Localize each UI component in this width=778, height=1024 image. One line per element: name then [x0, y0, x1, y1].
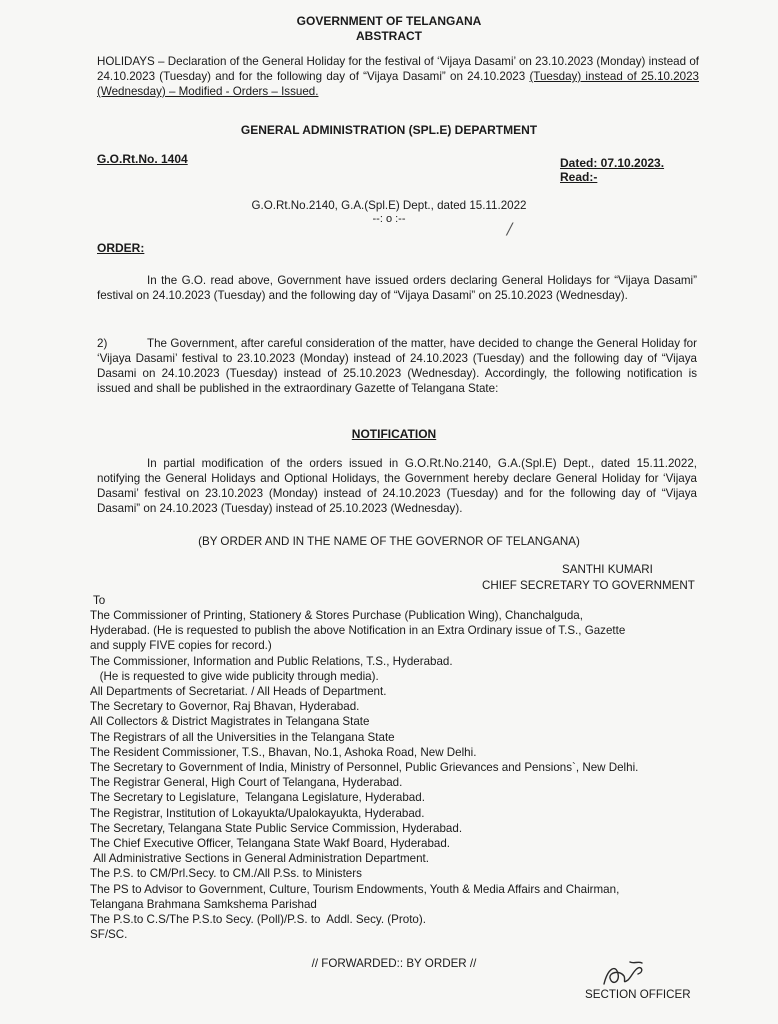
- distribution-item: The Resident Commissioner, T.S., Bhavan, No.1, Ashoka Road, New Delhi.: [90, 745, 477, 759]
- distribution-item: The Secretary to Government of India, Ministry of Personnel, Public Grievances and Pensions`, New Delhi.: [90, 761, 639, 775]
- distribution-item: The Registrar General, High Court of Telangana, Hyderabad.: [90, 776, 403, 790]
- order-paragraph-1: In the G.O. read above, Government have issued orders declaring General Holidays for “Vijaya Dasami” festival on 24.10.2023 (Tuesday) and the following day of “Vijaya Dasami” on 25.10.2023 (Wednesday).: [97, 274, 697, 302]
- notification-heading: NOTIFICATION: [351, 427, 437, 441]
- government-title: GOVERNMENT OF TELANGANA: [296, 14, 482, 28]
- order-paragraph-2-text: The Government, after careful consideration of the matter, have decided to change the General Holiday for ‘Vijaya Dasami’ festival to 23.10.2023 (Monday) instead of 24.10.2023 (Tuesday) and the following day of “Vijaya Dasami on 24.10.2023 (Tuesday) instead of 25.10.2023 (Wednesday). Accordingly, the following notification is issued and shall be published in the extraordinary Gazette of Telangana State:: [97, 337, 697, 395]
- abstract-heading: ABSTRACT: [356, 29, 422, 43]
- order-paragraph-2: [97, 336, 697, 396]
- distribution-item: and supply FIVE copies for record.): [90, 639, 272, 653]
- go-number: G.O.Rt.No. 1404: [97, 152, 188, 166]
- department-heading: GENERAL ADMINISTRATION (SPL.E) DEPARTMENT: [240, 123, 538, 137]
- signatory-title: CHIEF SECRETARY TO GOVERNMENT: [482, 579, 695, 592]
- subject-block: [97, 54, 699, 99]
- distribution-item: Telangana Brahmana Samkshema Parishad: [90, 897, 317, 911]
- forwarded-line: // FORWARDED:: BY ORDER //: [311, 957, 477, 970]
- distribution-item: The Secretary to Governor, Raj Bhavan, Hyderabad.: [90, 700, 360, 714]
- order-date: Dated: 07.10.2023.: [560, 156, 665, 170]
- paragraph-number: 2): [97, 337, 108, 350]
- distribution-item: All Departments of Secretariat. / All Heads of Department.: [90, 685, 387, 699]
- signatory-name: SANTHI KUMARI: [562, 563, 653, 576]
- distribution-item: All Administrative Sections in General Administration Department.: [90, 852, 429, 866]
- pen-mark: /: [507, 219, 513, 238]
- distribution-list: [90, 608, 710, 942]
- subject-line-1: HOLIDAYS – Declaration of the General Holiday for the festival of ‘Vijaya Dasami’ on 23.10.2023 (Monday) instead of 24.10.2023 (Tuesday) and for the following day of “Vijaya Dasami” on 24.10.2023: [97, 55, 699, 83]
- read-reference: G.O.Rt.No.2140, G.A.(Spl.E) Dept., dated 15.11.2022: [251, 199, 527, 212]
- distribution-item: The Chief Executive Officer, Telangana State Wakf Board, Hyderabad.: [90, 837, 451, 851]
- distribution-item: The Registrar, Institution of Lokayukta/Upalokayukta, Hyderabad.: [90, 806, 425, 820]
- notification-paragraph: In partial modification of the orders issued in G.O.Rt.No.2140, G.A.(Spl.E) Dept., dated 15.11.2022, notifying the General Holidays and Optional Holidays, the Government hereby declare General Holiday for ‘Vijaya Dasami’ festival on 23.10.2023 (Monday) instead of 24.10.2023 (Tuesday) and for the following day of “Vijaya Dasami” on 24.10.2023 (Tuesday) instead of 25.10.2023 (Wednesday).: [97, 457, 697, 515]
- distribution-item: The Registrars of all the Universities in the Telangana State: [90, 730, 395, 744]
- to-label: To: [93, 594, 106, 607]
- distribution-item: The P.S. to CM/Prl.Secy. to CM./All P.Ss. to Ministers: [90, 867, 362, 881]
- distribution-item: The P.S.to C.S/The P.S.to Secy. (Poll)/P.S. to Addl. Secy. (Proto).: [90, 913, 426, 927]
- distribution-item: The PS to Advisor to Government, Culture, Tourism Endowments, Youth & Media Affairs and Chairman,: [90, 882, 620, 896]
- distribution-item: The Commissioner, Information and Public Relations, T.S., Hyderabad.: [90, 654, 453, 668]
- distribution-item: Hyderabad. (He is requested to publish the above Notification in an Extra Ordinary issue of T.S., Gazette: [90, 624, 626, 638]
- distribution-item: The Secretary, Telangana State Public Service Commission, Hyderabad.: [90, 821, 463, 835]
- distribution-item: (He is requested to give wide publicity through media).: [90, 669, 379, 683]
- by-order-line: (BY ORDER AND IN THE NAME OF THE GOVERNOR OF TELANGANA): [198, 535, 580, 548]
- section-separator: --: o :--: [372, 213, 406, 225]
- distribution-item: SF/SC.: [90, 928, 128, 942]
- subject-line-2: (Tuesday) instead of 25.10.2023 (Wednesday) – Modified - Orders – Issued.: [97, 70, 699, 98]
- distribution-item: The Commissioner of Printing, Stationery & Stores Purchase (Publication Wing), Chanchalguda,: [90, 609, 583, 622]
- read-label: Read:-: [560, 170, 598, 184]
- order-heading: ORDER:: [97, 241, 145, 255]
- signature-scribble: [598, 958, 650, 992]
- distribution-item: The Secretary to Legislature, Telangana Legislature, Hyderabad.: [90, 791, 425, 805]
- distribution-item: All Collectors & District Magistrates in Telangana State: [90, 715, 370, 729]
- section-officer-label: SECTION OFFICER: [585, 988, 691, 1001]
